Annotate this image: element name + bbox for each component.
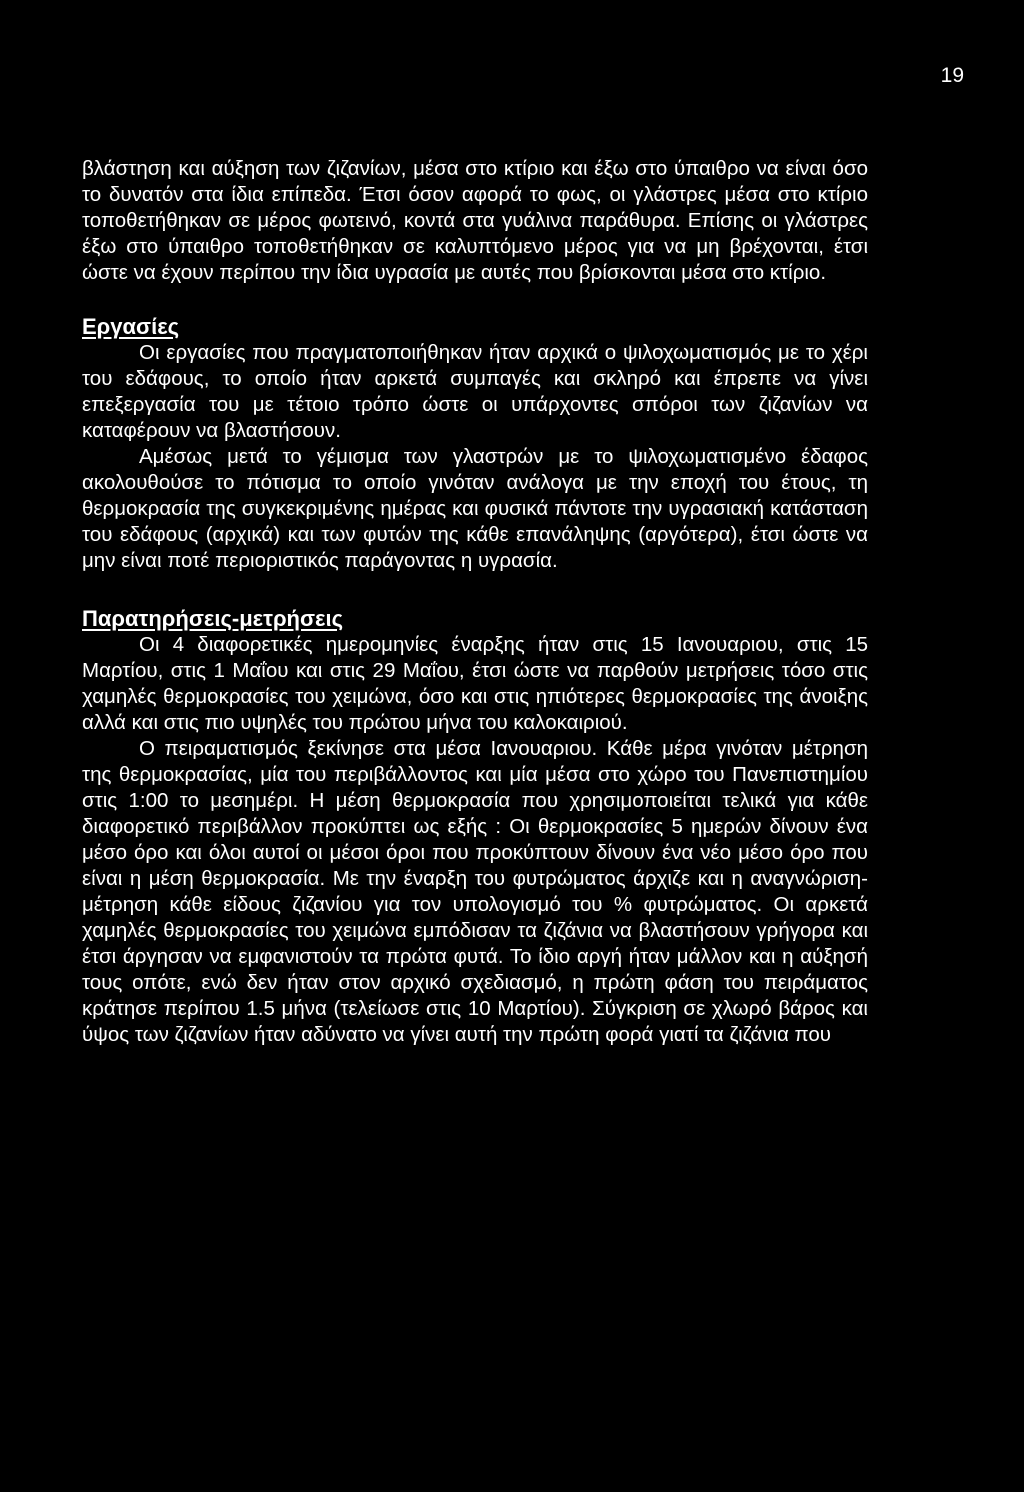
section-heading-observations: Παρατηρήσεις-μετρήσεις	[82, 606, 344, 631]
document-body	[82, 156, 868, 1048]
intro-paragraph: βλάστηση και αύξηση των ζιζανίων, μέσα στο κτίριο και έξω στο ύπαιθρο να είναι όσο το δυνατόν στα ίδια επίπεδα. Έτσι όσον αφορά το φως, οι γλάστρες μέσα στο κτίριο τοποθετήθηκαν σε μέρος φωτεινό, κοντά στα γυάλινα παράθυρα. Επίσης οι γλάστρες έξω στο ύπαιθρο τοποθετήθηκαν σε καλυπτόμενο μέρος για να μη βρέχονται, έτσι ώστε να έχουν περίπου την ίδια υγρασία με αυτές που βρίσκονται μέσα στο κτίριο.	[82, 157, 868, 284]
observations-paragraph-2: Ο πειραματισμός ξεκίνησε στα μέσα Ιανουαριου. Κάθε μέρα γινόταν μέτρηση της θερμοκρασίας, μία του περιβάλλοντος και μία μέσα στο χώρο του Πανεπιστημίου στις 1:00 το μεσημέρι. Η μέση θερμοκρασία που χρησιμοποιείται τελικά για κάθε διαφορετικό περιβάλλον προκύπτει ως εξής : Οι θερμοκρασίες 5 ημερών δίνουν ένα μέσο όρο και όλοι αυτοί οι μέσοι όροι που προκύπτουν δίνουν ένα νέο μέσο όρο που είναι η μέση θερμοκρασία. Με την έναρξη του φυτρώματος άρχιζε και η αναγνώριση-μέτρηση κάθε είδους ζιζανίου για τον υπολογισμό του % φυτρώματος. Οι αρκετά χαμηλές θερμοκρασίες του χειμώνα εμπόδισαν τα ζιζάνια να βλαστήσουν γρήγορα και έτσι άργησαν να εμφανιστούν τα πρώτα φυτά. Το ίδιο αργή ήταν μάλλον και η αύξησή τους οπότε, ενώ δεν ήταν στον αρχικό σχεδιασμό, η πρώτη φάση του πειράματος κράτησε περίπου 1.5 μήνα (τελείωσε στις 10 Μαρτίου). Σύγκριση σε χλωρό βάρος και ύψος των ζιζανίων ήταν αδύνατο να γίνει αυτή την πρώτη φορά γιατί τα ζιζάνια που	[82, 737, 868, 1046]
work-paragraph-1: Οι εργασίες που πραγματοποιήθηκαν ήταν αρχικά ο ψιλοχωματισμός με το χέρι του εδάφους, το οποίο ήταν αρκετά συμπαγές και σκληρό και έπρεπε να γίνει επεξεργασία του με τέτοιο τρόπο ώστε οι υπάρχοντες σπόροι των ζιζανίων να καταφέρουν να βλαστήσουν.	[82, 341, 868, 442]
observations-paragraph-1: Οι 4 διαφορετικές ημερομηνίες έναρξης ήταν στις 15 Ιανουαριου, στις 15 Μαρτίου, στις 1 Μαΐου και στις 29 Μαΐου, έτσι ώστε να παρθούν μετρήσεις τόσο στις χαμηλές θερμοκρασίες του χειμώνα, όσο και στις ηπιότερες θερμοκρασίες της άνοιξης αλλά και στις πιο υψηλές του πρώτου μήνα του καλοκαιριού.	[82, 633, 868, 734]
work-paragraph-2: Αμέσως μετά το γέμισμα των γλαστρών με το ψιλοχωματισμένο έδαφος ακολουθούσε το πότισμα το οποίο γινόταν ανάλογα με την εποχή του έτους, τη θερμοκρασία της συγκεκριμένης ημέρας και φυσικά πάντοτε την υγρασιακή κατάσταση του εδάφους (αρχικά) και των φυτών της κάθε επανάληψης (αργότερα), έτσι ώστε να μην είναι ποτέ περιοριστικός παράγοντας η υγρασία.	[82, 445, 868, 572]
section-heading-work: Εργασίες	[82, 314, 180, 339]
page-number: 19	[940, 64, 964, 87]
